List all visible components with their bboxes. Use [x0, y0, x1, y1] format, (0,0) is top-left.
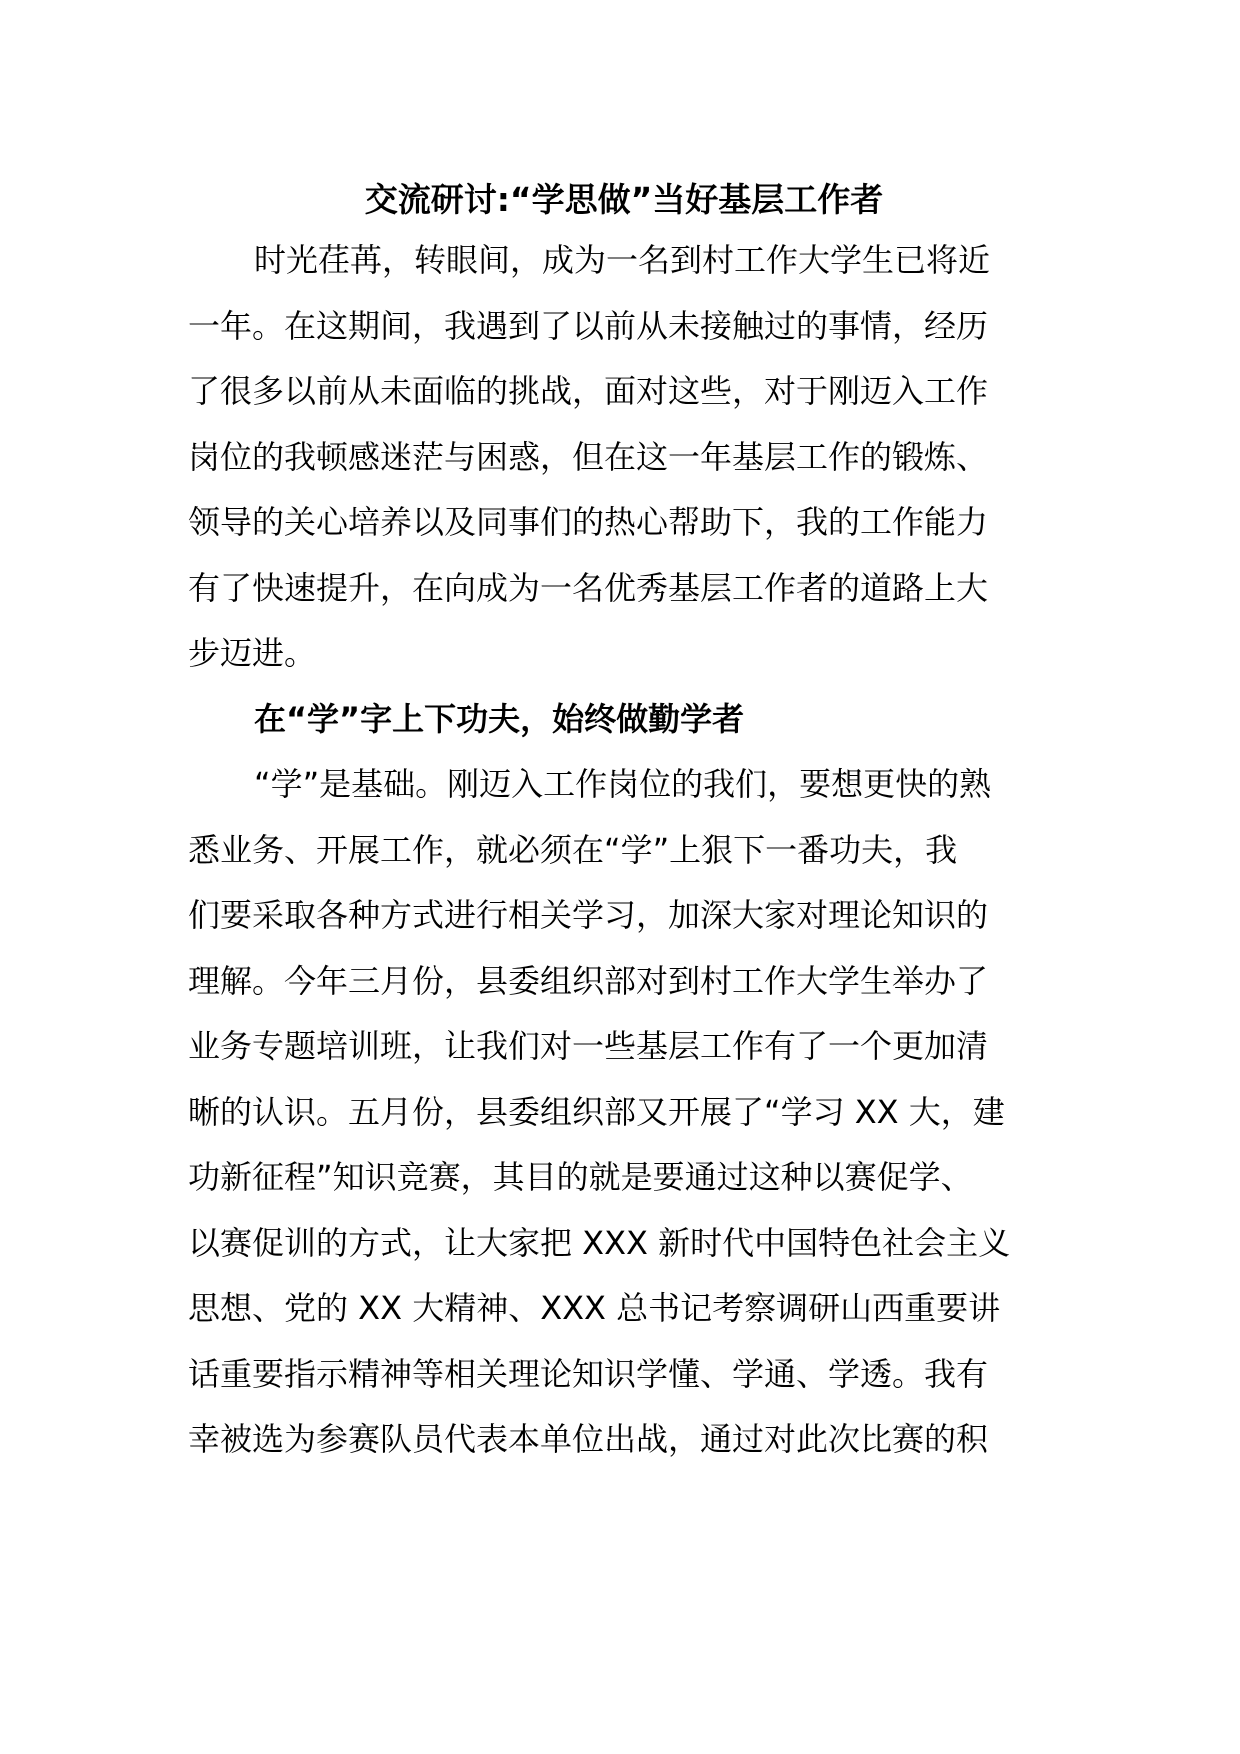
- paragraph-line: 幸被选为参赛队员代表本单位出战，通过对此次比赛的积: [188, 1420, 989, 1458]
- intro-paragraph: [188, 228, 1060, 687]
- section-paragraph: [188, 752, 1060, 1473]
- paragraph-line: 晰的认识。五月份，县委组织部又开展了“学习 XX 大，建: [188, 1092, 1005, 1131]
- paragraph-line: 功新征程”知识竞赛，其目的就是要通过这种以赛促学、: [188, 1158, 973, 1196]
- paragraph-line: 时光荏苒，转眼间，成为一名到村工作大学生已将近: [254, 241, 991, 279]
- section-heading: 在“学”字上下功夫，始终做勤学者: [254, 699, 745, 738]
- paragraph-line: 一年。在这期间，我遇到了以前从未接触过的事情，经历: [188, 306, 989, 345]
- paragraph-line: 领导的关心培养以及同事们的热心帮助下，我的工作能力: [188, 503, 989, 541]
- paragraph-line: 悉业务、开展工作，就必须在“学”上狠下一番功夫，我: [188, 830, 958, 869]
- paragraph-line: 了很多以前从未面临的挑战，面对这些，对于刚迈入工作: [188, 372, 989, 410]
- paragraph-line: 话重要指示精神等相关理论知识学懂、学通、学透。我有: [188, 1354, 989, 1393]
- paragraph-line: 步迈进。: [188, 634, 317, 672]
- paragraph-line: 们要采取各种方式进行相关学习，加深大家对理论知识的: [188, 896, 989, 934]
- document-title: 交流研讨:“学思做”当好基层工作者: [364, 180, 884, 219]
- paragraph-line: 岗位的我顿感迷茫与困惑，但在这一年基层工作的锻炼、: [188, 437, 989, 476]
- document-body: [188, 172, 1060, 1473]
- paragraph-line: 思想、党的 XX 大精神、XXX 总书记考察调研山西重要讲: [188, 1289, 1001, 1327]
- paragraph-line: 业务专题培训班，让我们对一些基层工作有了一个更加清: [188, 1027, 989, 1065]
- paragraph-line: “学”是基础。刚迈入工作岗位的我们，要想更快的熟: [254, 765, 992, 803]
- paragraph-line: 以赛促训的方式，让大家把 XXX 新时代中国特色社会主义: [188, 1223, 1011, 1262]
- paragraph-line: 有了快速提升，在向成为一名优秀基层工作者的道路上大: [188, 568, 989, 607]
- paragraph-line: 理解。今年三月份，县委组织部对到村工作大学生举办了: [188, 961, 989, 1000]
